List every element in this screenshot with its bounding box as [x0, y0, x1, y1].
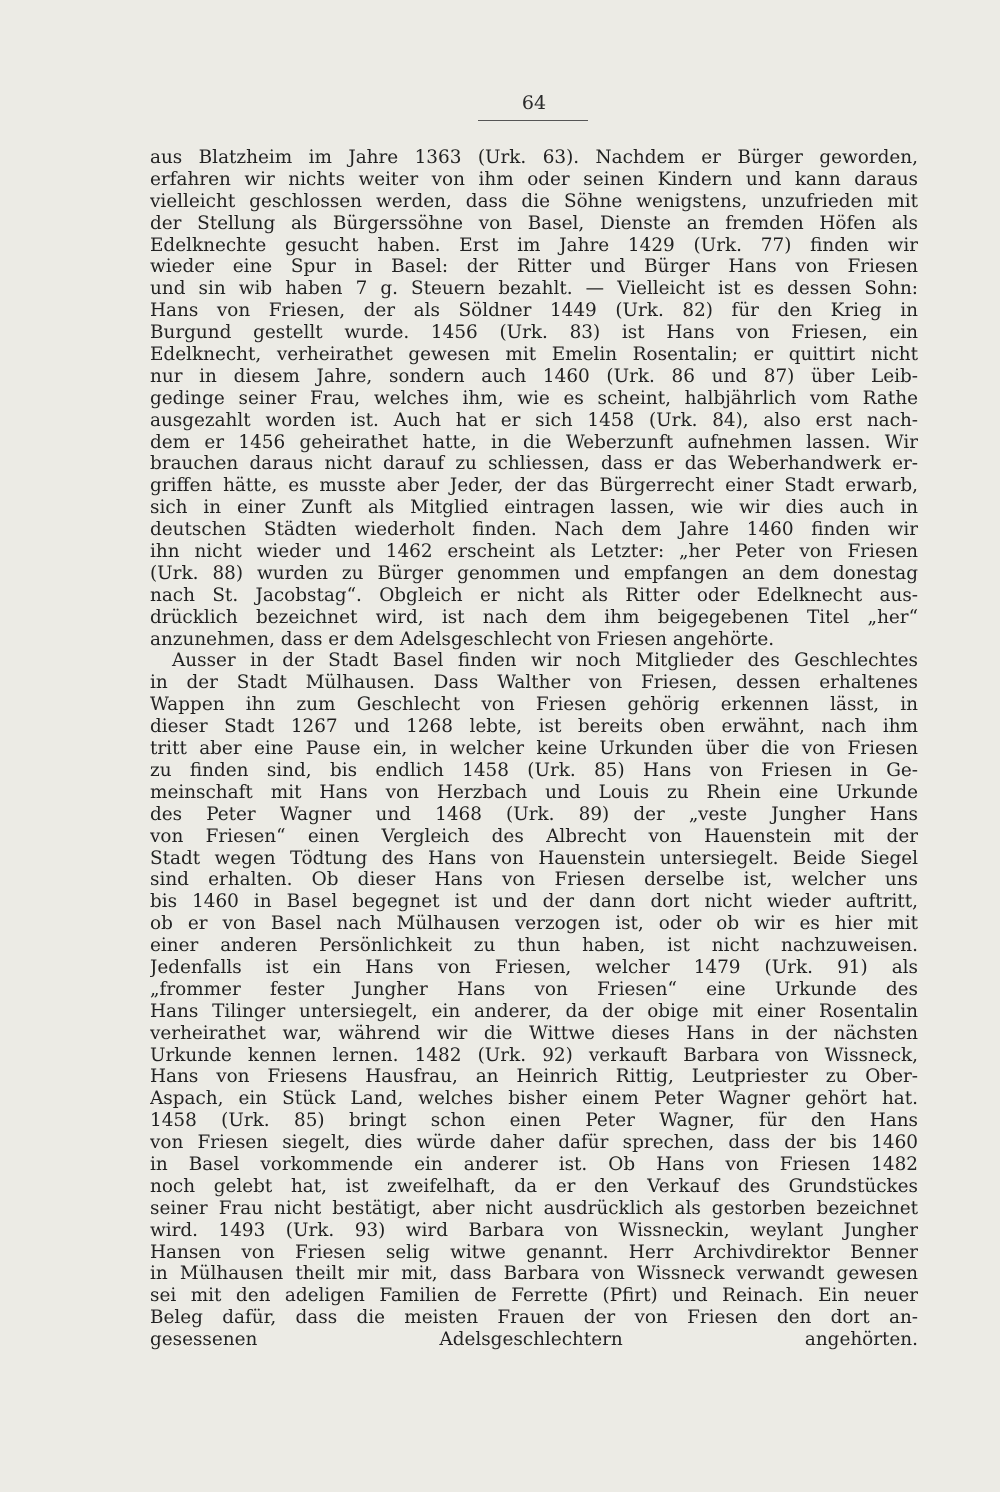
text-line: brauchen daraus nicht darauf zu schliessen, dass er das Weberhandwerk er- [150, 453, 918, 475]
text-line: bis 1460 in Basel begegnet ist und der dann dort nicht wieder auftritt, [150, 891, 918, 913]
text-line: gesessenen Adelsgeschlechtern angehörten. [150, 1329, 918, 1351]
text-line: (Urk. 88) wurden zu Bürger genommen und empfangen an dem donestag [150, 562, 918, 584]
text-line: Hans von Friesen, der als Söldner 1449 (Urk. 82) für den Krieg in [150, 300, 918, 322]
text-line: tritt aber eine Pause ein, in welcher keine Urkunden über die von Friesen [150, 738, 918, 760]
text-line: gedinge seiner Frau, welches ihm, wie es scheint, halbjährlich vom Rathe [150, 387, 918, 409]
text-line: zu finden sind, bis endlich 1458 (Urk. 85) Hans von Friesen in Ge- [150, 759, 918, 781]
text-line: Hans von Friesens Hausfrau, an Heinrich Rittig, Leutpriester zu Ober- [150, 1066, 918, 1088]
text-line: anzunehmen, dass er dem Adelsgeschlecht von Friesen angehörte. [150, 628, 775, 650]
text-line: seiner Frau nicht bestätigt, aber nicht ausdrücklich als gestorben bezeichnet [150, 1197, 918, 1219]
text-line: in Mülhausen theilt mir mit, dass Barbara von Wissneck verwandt gewesen [150, 1263, 918, 1285]
text-line: ihn nicht wieder und 1462 erscheint als Letzter: „her Peter von Friesen [150, 541, 918, 563]
text-line [150, 1351, 918, 1373]
text-line: noch gelebt hat, ist zweifelhaft, da er den Verkauf des Grundstückes [150, 1175, 918, 1197]
text-line: drücklich bezeichnet wird, ist nach dem ihm beigegebenen Titel „her“ [150, 606, 918, 628]
text-line: Edelknechte gesucht haben. Erst im Jahre 1429 (Urk. 77) finden wir [150, 234, 918, 256]
text-line: nach St. Jacobstag“. Obgleich er nicht als Ritter oder Edelknecht aus- [150, 584, 918, 606]
text-line: erfahren wir nichts weiter von ihm oder seinen Kindern und kann daraus [150, 168, 918, 190]
text-line: sei mit den adeligen Familien de Ferrette (Pfirt) und Reinach. Ein neuer [150, 1285, 918, 1307]
text-line: sich in einer Zunft als Mitglied eintragen lassen, wie wir dies auch in [150, 497, 918, 519]
text-line: in Basel vorkommende ein anderer ist. Ob Hans von Friesen 1482 [150, 1153, 918, 1175]
text-line: sind erhalten. Ob dieser Hans von Friesen derselbe ist, welcher uns [150, 869, 918, 891]
text-line: von Friesen“ einen Vergleich des Albrecht von Hauenstein mit der [150, 825, 918, 847]
text-line: aus Blatzheim im Jahre 1363 (Urk. 63). Nachdem er Bürger geworden, [150, 147, 918, 168]
text-line: der Stellung als Bürgerssöhne von Basel, Dienste an fremden Höfen als [150, 212, 918, 234]
text-line: Stadt wegen Tödtung des Hans von Hauenstein untersiegelt. Beide Siegel [150, 847, 918, 869]
text-line: von Friesen siegelt, dies würde daher dafür sprechen, dass der bis 1460 [150, 1132, 918, 1154]
text-line: dem er 1456 geheirathet hatte, in die Weberzunft aufnehmen lassen. Wir [150, 431, 918, 453]
text-line: wird. 1493 (Urk. 93) wird Barbara von Wissneckin, weylant Jungher [150, 1219, 918, 1241]
text-line: Aspach, ein Stück Land, welches bisher einem Peter Wagner gehört hat. [150, 1088, 918, 1110]
text-line: Beleg dafür, dass die meisten Frauen der von Friesen den dort an- [150, 1307, 918, 1329]
body-text [150, 147, 918, 1373]
text-line: griffen hätte, es musste aber Jeder, der das Bürgerrecht einer Stadt erwarb, [150, 475, 918, 497]
text-line: ausgezahlt worden ist. Auch hat er sich 1458 (Urk. 84), also erst nach- [150, 409, 918, 431]
text-line: wieder eine Spur in Basel: der Ritter und Bürger Hans von Friesen [150, 256, 918, 278]
text-line: einer anderen Persönlichkeit zu thun haben, ist nicht nachzuweisen. [150, 935, 918, 957]
text-line: vielleicht geschlossen werden, dass die Söhne wenigstens, unzufrieden mit [150, 190, 918, 212]
text-line: des Peter Wagner und 1468 (Urk. 89) der „veste Jungher Hans [150, 803, 918, 825]
text-line: deutschen Städten wiederholt finden. Nach dem Jahre 1460 finden wir [150, 519, 918, 541]
text-line: Hansen von Friesen selig witwe genannt. Herr Archivdirektor Benner [150, 1241, 918, 1263]
text-line: dieser Stadt 1267 und 1268 lebte, ist bereits oben erwähnt, nach ihm [150, 716, 918, 738]
text-line: ob er von Basel nach Mülhausen verzogen ist, oder ob wir es hier mit [150, 913, 918, 935]
text-line: meinschaft mit Hans von Herzbach und Louis zu Rhein eine Urkunde [150, 781, 918, 803]
text-line: Wappen ihn zum Geschlecht von Friesen gehörig erkennen lässt, in [150, 694, 918, 716]
page-number-rule [478, 120, 588, 121]
text-line: verheirathet war, während wir die Wittwe dieses Hans in der nächsten [150, 1022, 918, 1044]
text-line: Jedenfalls ist ein Hans von Friesen, welcher 1479 (Urk. 91) als [150, 956, 918, 978]
text-line: „frommer fester Jungher Hans von Friesen“ eine Urkunde des [150, 978, 918, 1000]
text-line: Burgund gestellt wurde. 1456 (Urk. 83) ist Hans von Friesen, ein [150, 322, 918, 344]
page-number: 64 [521, 92, 547, 114]
text-line: und sin wib haben 7 g. Steuern bezahlt. — Vielleicht ist es dessen Sohn: [150, 278, 918, 300]
text-line: Urkunde kennen lernen. 1482 (Urk. 92) verkauft Barbara von Wissneck, [150, 1044, 918, 1066]
text-line: in der Stadt Mülhausen. Dass Walther von Friesen, dessen erhaltenes [150, 672, 918, 694]
text-line: 1458 (Urk. 85) bringt schon einen Peter Wagner, für den Hans [150, 1110, 918, 1132]
text-line: Edelknecht, verheirathet gewesen mit Emelin Rosentalin; er quittirt nicht [150, 344, 918, 366]
text-line: Hans Tilinger untersiegelt, ein anderer, da der obige mit einer Rosentalin [150, 1000, 918, 1022]
text-line: Ausser in der Stadt Basel finden wir noch Mitglieder des Geschlechtes [172, 650, 918, 672]
text-line: nur in diesem Jahre, sondern auch 1460 (Urk. 86 und 87) über Leib- [150, 365, 918, 387]
